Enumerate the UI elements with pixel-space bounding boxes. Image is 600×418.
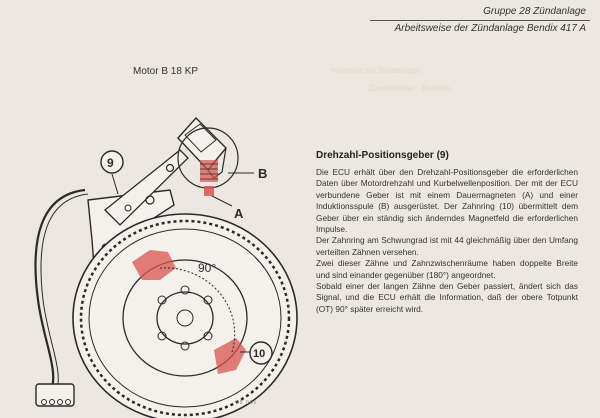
flywheel: [73, 214, 297, 418]
header-group-title: Gruppe 28 Zündanlage: [483, 6, 586, 17]
permanent-magnet: [204, 186, 214, 196]
section-heading: Drehzahl-Positionsgeber (9): [316, 150, 449, 161]
induction-coil: [200, 160, 218, 182]
bleed-through-text-2: Zündverteiler · Bauteile: [368, 84, 451, 93]
paragraph-3: Zwei dieser Zähne und Zahnzwischenräume haben doppelte Breite und sind einander gegenüber (180°) angeordnet.: [316, 258, 578, 280]
label-a: A: [234, 206, 244, 221]
figure-number: 28 005: [236, 400, 258, 406]
connector-plug: [36, 384, 74, 406]
paragraph-4: Sobald einer der langen Zähne den Geber passiert, ändert sich das Signal, und die ECU erhält die Information, daß der obere Totpunkt (OT) 90° später erreicht wird.: [316, 281, 578, 314]
bleed-through-text-1: Hinweise zur Zündanlage: [330, 66, 421, 75]
label-b: B: [258, 166, 268, 181]
callout-9: 9: [107, 156, 114, 170]
header-subtitle: Arbeitsweise der Zündanlage Bendix 417 A: [394, 23, 586, 34]
section-body: [316, 167, 578, 315]
motor-label: Motor B 18 KP: [133, 66, 199, 77]
paragraph-2: Der Zahnring am Schwungrad ist mit 44 gleichmäßig über den Umfang verteilten Zähnen versehen.: [316, 235, 578, 257]
paragraph-1: Die ECU erhält über den Drehzahl-Positionsgeber die erforderlichen Daten über Motordrehzahl und Kurbelwellenposition. Der mit der ECU verbundene Geber ist mit einem Dauermagneten (A) und einer Induktionsspule (B) ausgerüstet. Der Zahnring (10) übermittelt dem Geber über ein ständig sich änderndes Magnetfeld die erforderlichen Impulse.: [316, 167, 578, 235]
callout-10: 10: [253, 348, 266, 360]
angle-label: 90°: [198, 261, 217, 275]
